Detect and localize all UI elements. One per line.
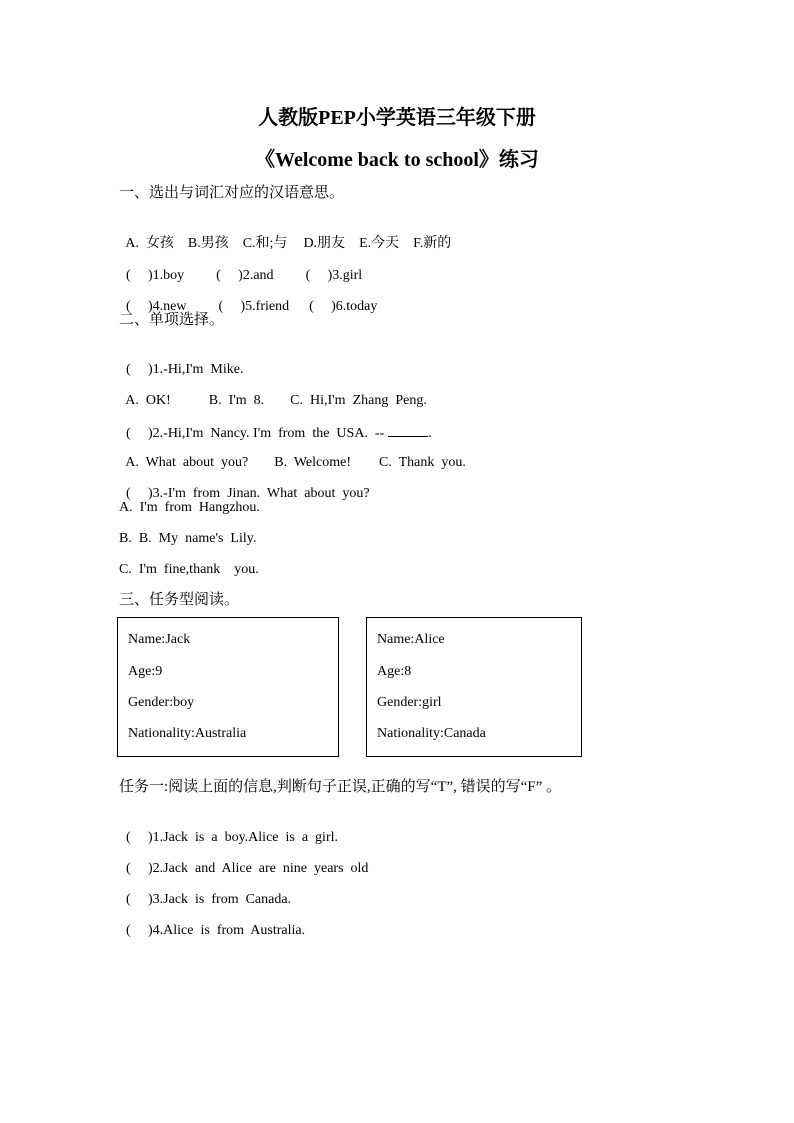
option-d: D.朋友 — [303, 236, 346, 251]
statement-text: )1.Jack is a boy.Alice is a girl. — [148, 830, 338, 845]
section1-heading: 一、选出与词汇对应的汉语意思。 — [119, 185, 345, 201]
profile-gender: Gender:girl — [377, 695, 442, 710]
vocab-item: )3.girl — [327, 268, 363, 283]
answer-paren: ( — [309, 299, 314, 314]
answer-paren: ( — [126, 362, 131, 377]
choice-a: A. I'm from Hangzhou. — [119, 500, 260, 515]
statement-text: )2.Jack and Alice are nine years old — [148, 861, 369, 876]
choice-a: A. What about you? — [125, 455, 249, 470]
answer-paren: ( — [216, 268, 221, 283]
question-text: )1.-Hi,I'm Mike. — [148, 362, 244, 377]
profile-card-alice — [366, 617, 582, 757]
vocab-item: )6.today — [331, 299, 378, 314]
choice-c: C. I'm fine,thank you. — [119, 562, 259, 577]
answer-paren: ( — [126, 486, 131, 501]
answer-paren: ( — [126, 299, 131, 314]
question-tail: . — [428, 426, 432, 441]
statement-text: )3.Jack is from Canada. — [148, 892, 292, 907]
answer-paren: ( — [126, 892, 131, 907]
question-text: )3.-I'm from Jinan. What about you? — [148, 486, 370, 501]
profile-nationality: Nationality:Canada — [377, 726, 486, 741]
option-f: F.新的 — [413, 236, 452, 251]
answer-paren: ( — [126, 426, 131, 441]
answer-paren: ( — [126, 861, 131, 876]
profile-name: Name:Jack — [128, 632, 191, 647]
answer-paren: ( — [126, 830, 131, 845]
vocab-item: )4.new — [148, 299, 187, 314]
profile-age: Age:8 — [377, 664, 412, 679]
vocab-item: )2.and — [238, 268, 274, 283]
task1-instruction: 任务一:阅读上面的信息,判断句子正误,正确的写“T”, 错误的写“F” 。 — [119, 779, 562, 795]
profile-name: Name:Alice — [377, 632, 445, 647]
profile-age: Age:9 — [128, 664, 163, 679]
question-text: )2.-Hi,I'm Nancy. I'm from the USA. -- — [148, 426, 385, 441]
answer-paren: ( — [126, 923, 131, 938]
answer-paren: ( — [218, 299, 224, 314]
choice-a: A. OK! — [125, 393, 171, 408]
vocab-item: )5.friend — [240, 299, 290, 314]
section3-heading: 三、任务型阅读。 — [119, 592, 240, 608]
statement — [119, 904, 305, 940]
profile-nationality: Nationality:Australia — [128, 726, 247, 741]
choice-b: B. I'm 8. — [208, 393, 265, 408]
option-b: B.男孩 — [187, 236, 229, 251]
answer-blank — [388, 423, 428, 437]
section2-heading: 二、单项选择。 — [119, 312, 225, 328]
choice-b: B. Welcome! — [274, 455, 351, 470]
section1-options-row — [119, 217, 451, 253]
option-a: A. 女孩 — [125, 236, 174, 251]
profile-gender: Gender:boy — [128, 695, 195, 710]
profile-card-jack — [117, 617, 339, 757]
answer-paren: ( — [126, 268, 131, 283]
vocab-item: )1.boy — [148, 268, 185, 283]
document-title: 人教版PEP小学英语三年级下册 — [258, 107, 536, 129]
choice-c: C. Thank you. — [379, 455, 466, 470]
question-3 — [119, 467, 370, 503]
statement-text: )4.Alice is from Australia. — [148, 923, 306, 938]
option-e: E.今天 — [359, 236, 400, 251]
choice-b: B. B. My name's Lily. — [119, 531, 257, 546]
document-subtitle: 《Welcome back to school》练习 — [255, 149, 539, 171]
answer-paren: ( — [305, 268, 311, 283]
choice-c: C. Hi,I'm Zhang Peng. — [290, 393, 427, 408]
option-c: C.和;与 — [242, 236, 288, 251]
